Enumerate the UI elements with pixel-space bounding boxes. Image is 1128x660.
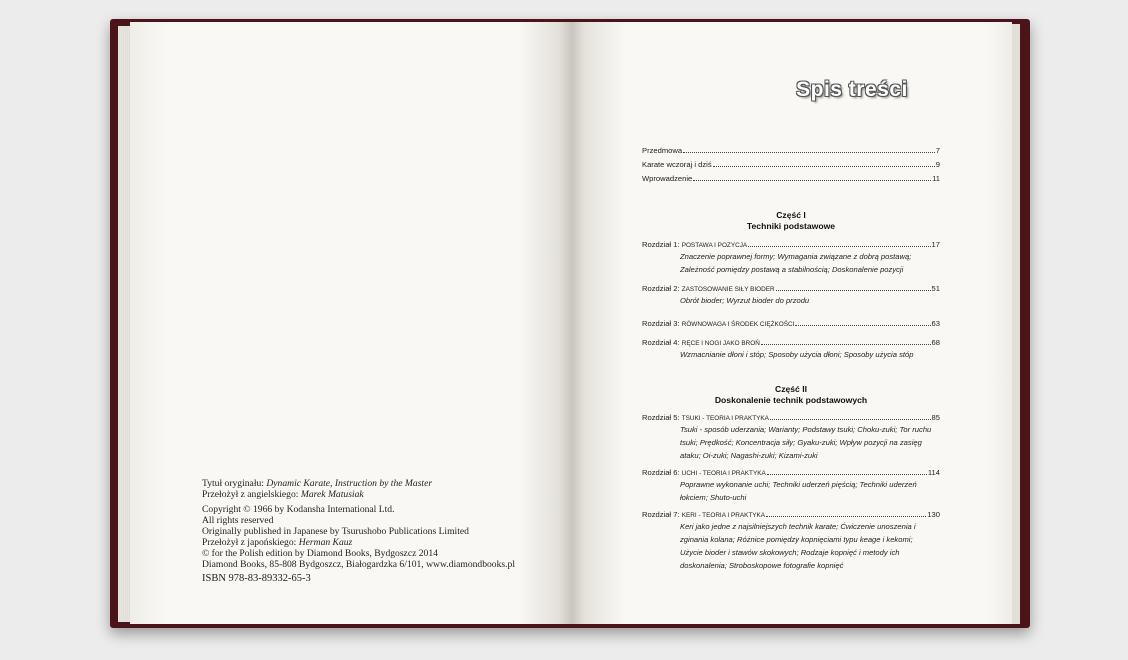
chapter-title: POSTAWA I POZYCJA	[681, 242, 748, 249]
chapter-subtopics: Poprawne wykonanie uchi; Techniki uderzeń pięścią; Techniki uderzeń łokciem; Shuto-uchi	[680, 480, 917, 502]
translator-en-line	[202, 489, 582, 500]
chapter-page: 114	[927, 468, 940, 477]
toc-chapter	[642, 319, 940, 328]
chapter-page: 51	[931, 284, 940, 293]
chapter-title: TSUKI - TEORIA I PRAKTYKA	[681, 415, 769, 422]
toc-chapter	[642, 510, 940, 572]
toc-entry	[642, 160, 940, 169]
toc-entry-label: Wprowadzenie	[642, 174, 693, 183]
chapter-title: UCHI - TEORIA I PRAKTYKA	[681, 470, 766, 477]
polish-edition-line: © for the Polish edition by Diamond Books, Bydgoszcz 2014	[202, 548, 438, 559]
translator-jp-line	[202, 537, 582, 548]
chapter-page: 85	[931, 413, 940, 422]
original-title-line	[202, 478, 582, 489]
part-1-heading	[642, 210, 940, 232]
toc-entry-page: 11	[932, 174, 940, 183]
right-page	[572, 22, 1012, 624]
isbn: ISBN 978-83-89332-65-3	[202, 573, 311, 584]
original-title: Dynamic Karate, Instruction by the Master	[266, 478, 433, 489]
chapter-page: 68	[931, 338, 940, 347]
toc-entry	[642, 174, 940, 183]
chapter-title: ZASTOSOWANIE SIŁY BIODER	[681, 286, 775, 293]
toc-entry-page: 9	[935, 160, 940, 169]
part-2-subtitle: Doskonalenie technik podstawowych	[714, 395, 868, 405]
toc-chapter	[642, 468, 940, 504]
chapter-page: 63	[931, 319, 940, 328]
chapter-prefix: Rozdział 4:	[642, 338, 680, 347]
chapter-subtopics: Keri jako jedne z najsilniejszych technik karate; Ćwiczenie unoszenia i zginania kolana; Różnice pomiędzy kopnięciami typu keage i kekomi; Użycie bioder i stawów skokowych; Rodzaje kopnięć i metody ich doskonalenia; Stroboskopowe fotografie kopnięć	[680, 522, 916, 570]
toc-entry	[642, 319, 940, 328]
toc-entry	[642, 284, 940, 293]
chapter-subtopics: Znaczenie poprawnej formy; Wymagania związane z dobrą postawą; Zależność pomiędzy postawą a stabilnością; Doskonalenie pozycji	[680, 252, 912, 274]
chapter-prefix: Rozdział 6:	[642, 468, 680, 477]
chapter-prefix: Rozdział 7:	[642, 510, 680, 519]
translator-jp: Herman Kauz	[298, 537, 353, 548]
rights-line: All rights reserved	[202, 515, 274, 526]
chapter-subtopics: Wzmacnianie dłoni i stóp; Sposoby użycia dłoni; Sposoby użycia stóp	[680, 350, 914, 359]
translator-en: Marek Matusiak	[300, 489, 364, 500]
toc-chapter	[642, 284, 940, 307]
toc-entry	[642, 146, 940, 155]
chapter-subtopics: Tsuki - sposób uderzania; Warianty; Podstawy tsuki; Choku-zuki; Tor ruchu tsuki; Prędkość; Koncentracja siły; Gyaku-zuki; Wpływ pozycji na zasięg ataku; Oi-zuki; Nagashi-zuki; Kizami-zuki	[680, 425, 932, 460]
toc-entry	[642, 413, 940, 422]
chapter-title: KERI - TEORIA I PRAKTYKA	[681, 512, 766, 519]
chapter-title: RÓWNOWAGA I ŚRODEK CIĘŻKOŚCI	[681, 321, 795, 328]
chapter-title: RĘCE I NOGI JAKO BROŃ	[681, 340, 760, 347]
original-publisher-line: Originally published in Japanese by Tsurushobo Publications Limited	[202, 526, 469, 537]
chapter-prefix: Rozdział 2:	[642, 284, 680, 293]
part-2-label: Część II	[774, 384, 807, 394]
translator-jp-label: Przełożył z japońskiego:	[202, 537, 297, 548]
publisher-address: Diamond Books, 85-808 Bydgoszcz, Białogardzka 6/101, www.diamondbooks.pl	[202, 559, 516, 570]
original-title-label: Tytuł oryginału:	[202, 478, 264, 489]
toc-part-1	[642, 240, 940, 361]
toc-chapter	[642, 413, 940, 462]
chapter-prefix: Rozdział 3:	[642, 319, 680, 328]
part-1-label: Część I	[776, 210, 806, 220]
translator-en-label: Przełożył z angielskiego:	[202, 489, 299, 500]
toc-chapter	[642, 240, 940, 276]
toc-chapter	[642, 338, 940, 361]
chapter-subtopics: Obrót bioder; Wyrzut bioder do przodu	[680, 296, 810, 305]
toc-entry	[642, 510, 940, 519]
chapter-prefix: Rozdział 5:	[642, 413, 680, 422]
chapter-page: 17	[931, 240, 940, 249]
chapter-page: 130	[927, 510, 940, 519]
toc-title: Spis treści	[796, 78, 908, 101]
toc-entry-label: Karate wczoraj i dziś	[642, 160, 712, 169]
chapter-prefix: Rozdział 1:	[642, 240, 680, 249]
part-2-heading	[642, 384, 940, 406]
toc-entry	[642, 468, 940, 477]
imprint-block	[202, 478, 582, 584]
toc-part-2	[642, 413, 940, 572]
toc-entry	[642, 240, 940, 249]
part-1-subtitle: Techniki podstawowe	[746, 221, 836, 231]
toc-front-matter	[642, 146, 940, 183]
toc-entry-label: Przedmowa	[642, 146, 683, 155]
left-page	[130, 22, 572, 624]
copyright-line: Copyright © 1966 by Kodansha International Ltd.	[202, 504, 395, 515]
toc-entry-page: 7	[935, 146, 940, 155]
toc-entry	[642, 338, 940, 347]
